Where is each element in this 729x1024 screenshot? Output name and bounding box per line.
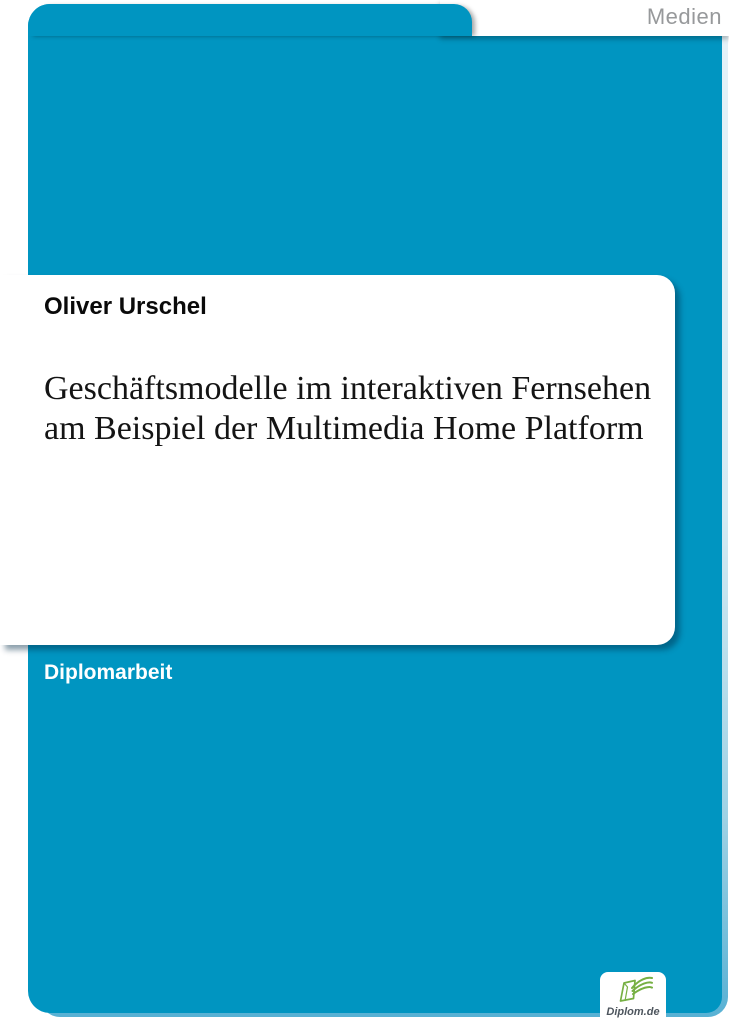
document-type-label: Diplomarbeit: [44, 661, 173, 684]
book-pages-icon: [613, 975, 653, 1005]
cover-tab-corner: [28, 4, 472, 36]
category-label: Medien: [646, 4, 722, 29]
book-title: Geschäftsmodelle im interaktiven Fernsehen am Beispiel der Multimedia Home Platform: [44, 370, 652, 447]
title-card: [0, 275, 675, 645]
category-header-strip: [440, 0, 729, 36]
author-name: Oliver Urschel: [44, 293, 207, 320]
publisher-logo-box: [600, 972, 666, 1024]
publisher-brand: Diplom.de: [606, 1006, 660, 1018]
